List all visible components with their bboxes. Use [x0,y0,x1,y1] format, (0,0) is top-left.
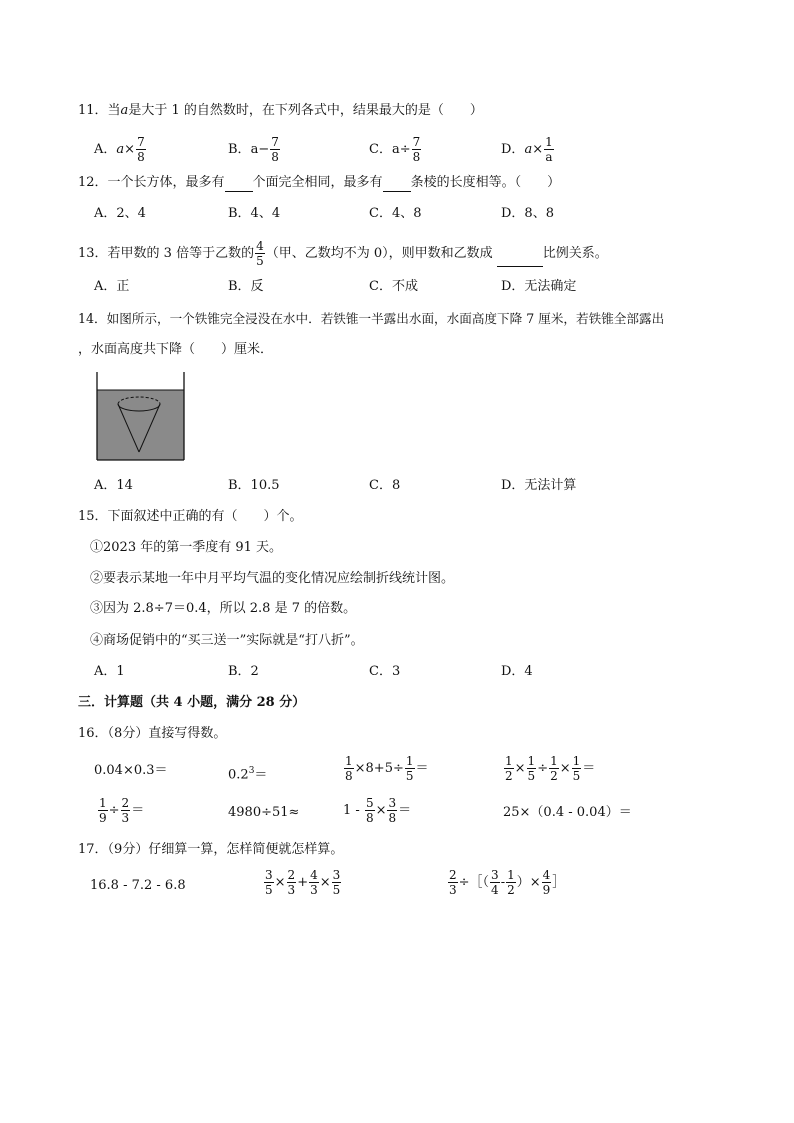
q16-expr-5: $\frac{1}{9}$ ÷ $\frac{2}{3}$ ＝ [99,796,145,825]
q11-option-a[interactable]: A．a× $\frac{7}{8}$ [94,135,145,164]
q16-expr-7: 1 - $\frac{5}{8}$ × $\frac{3}{8}$ ＝ [343,796,412,825]
answer-blank[interactable] [225,177,253,192]
q12-option-a[interactable]: A．2、4 [94,206,146,221]
q14-option-d[interactable]: D．无法计算 [501,478,577,493]
q16-expr-1: 0.04×0.3＝ [94,763,168,778]
q16-stem: 16．（8分）直接写得数。 [78,726,227,741]
q15-option-b[interactable]: B．2 [228,664,259,679]
q16-expr-6: 4980÷51≈ [228,805,300,820]
q12-option-d[interactable]: D．8、8 [501,206,554,221]
answer-blank[interactable] [497,252,543,267]
q11-option-b[interactable]: B．a− $\frac{7}{8}$ [228,135,279,164]
answer-blank[interactable] [383,177,411,192]
q16-expr-4: $\frac{1}{2}$ × $\frac{1}{5}$ ÷ $\frac{1}{2}$ × $\frac{1}{5}$ ＝ [505,754,596,783]
q17-expr-1: 16.8 - 7.2 - 6.8 [90,878,186,893]
q15-stem: 15．下面叙述中正确的有（ ）个。 [78,509,303,524]
q15-statement-2: ②要表示某地一年中月平均气温的变化情况应绘制折线统计图。 [90,571,455,586]
q16-expr-3: $\frac{1}{8}$ ×8+5÷ $\frac{1}{5}$ ＝ [345,754,429,783]
q13-stem: 13．若甲数的 3 倍等于乙数的 $\frac{4}{5}$ （甲、乙数均不为 0），则甲数和乙数成 比例关系。 [78,239,608,268]
q11-option-d[interactable]: D．a× $\frac{1}{a}$ [501,135,553,164]
q12-option-b[interactable]: B．4、4 [228,206,281,221]
q14-stem-line1: 14．如图所示，一个铁锥完全浸没在水中．若铁锥一半露出水面，水面高度下降 7 厘米，若铁锥全部露出 [78,311,665,326]
q12-option-c[interactable]: C．4、8 [369,206,422,221]
q15-option-a[interactable]: A．1 [94,664,125,679]
q13-option-a[interactable]: A．正 [94,279,130,294]
q15-option-d[interactable]: D．4 [501,664,533,679]
q16-expr-2: $0.2^3=$ [228,766,268,783]
q14-stem-line2: ，水面高度共下降（ ）厘米． [78,342,274,357]
q13-option-b[interactable]: B．反 [228,279,264,294]
q12-stem: 12．一个长方体，最多有 个面完全相同，最多有 条棱的长度相等。（ ） [78,175,561,190]
section-heading: 三．计算题（共 4 小题，满分 28 分） [78,695,306,710]
q13-option-d[interactable]: D．无法确定 [501,279,577,294]
q15-statement-4: ④商场促销中的“买三送一”实际就是“打八折”。 [90,633,364,648]
q14-option-b[interactable]: B．10.5 [228,478,280,493]
cone-in-water-figure [96,372,186,462]
q13-option-c[interactable]: C．不成 [369,279,418,294]
q14-option-c[interactable]: C．8 [369,478,401,493]
q14-option-a[interactable]: A．14 [94,478,133,493]
q17-expr-2: $\frac{3}{5}$ × $\frac{2}{3}$ + $\frac{4}{3}$ × $\frac{3}{5}$ [265,868,341,897]
q15-statement-3: ③因为 2.8÷7＝0.4，所以 2.8 是 7 的倍数。 [90,601,357,616]
q11-option-c[interactable]: C．a÷ $\frac{7}{8}$ [369,135,421,164]
q16-expr-8: 25×（0.4 - 0.04）＝ [503,805,632,820]
q15-statement-1: ①2023 年的第一季度有 91 天。 [90,540,283,555]
q17-stem: 17．（9分）仔细算一算，怎样简便就怎样算。 [78,842,344,857]
q17-expr-3: $\frac{2}{3}$ ÷［（ $\frac{3}{4}$ - $\frac{1}{2}$ ）× $\frac{4}{9}$ ］ [449,868,566,897]
q15-option-c[interactable]: C．3 [369,664,401,679]
q11-stem: 11．当a是大于 1 的自然数时，在下列各式中，结果最大的是（ ） [78,103,483,118]
